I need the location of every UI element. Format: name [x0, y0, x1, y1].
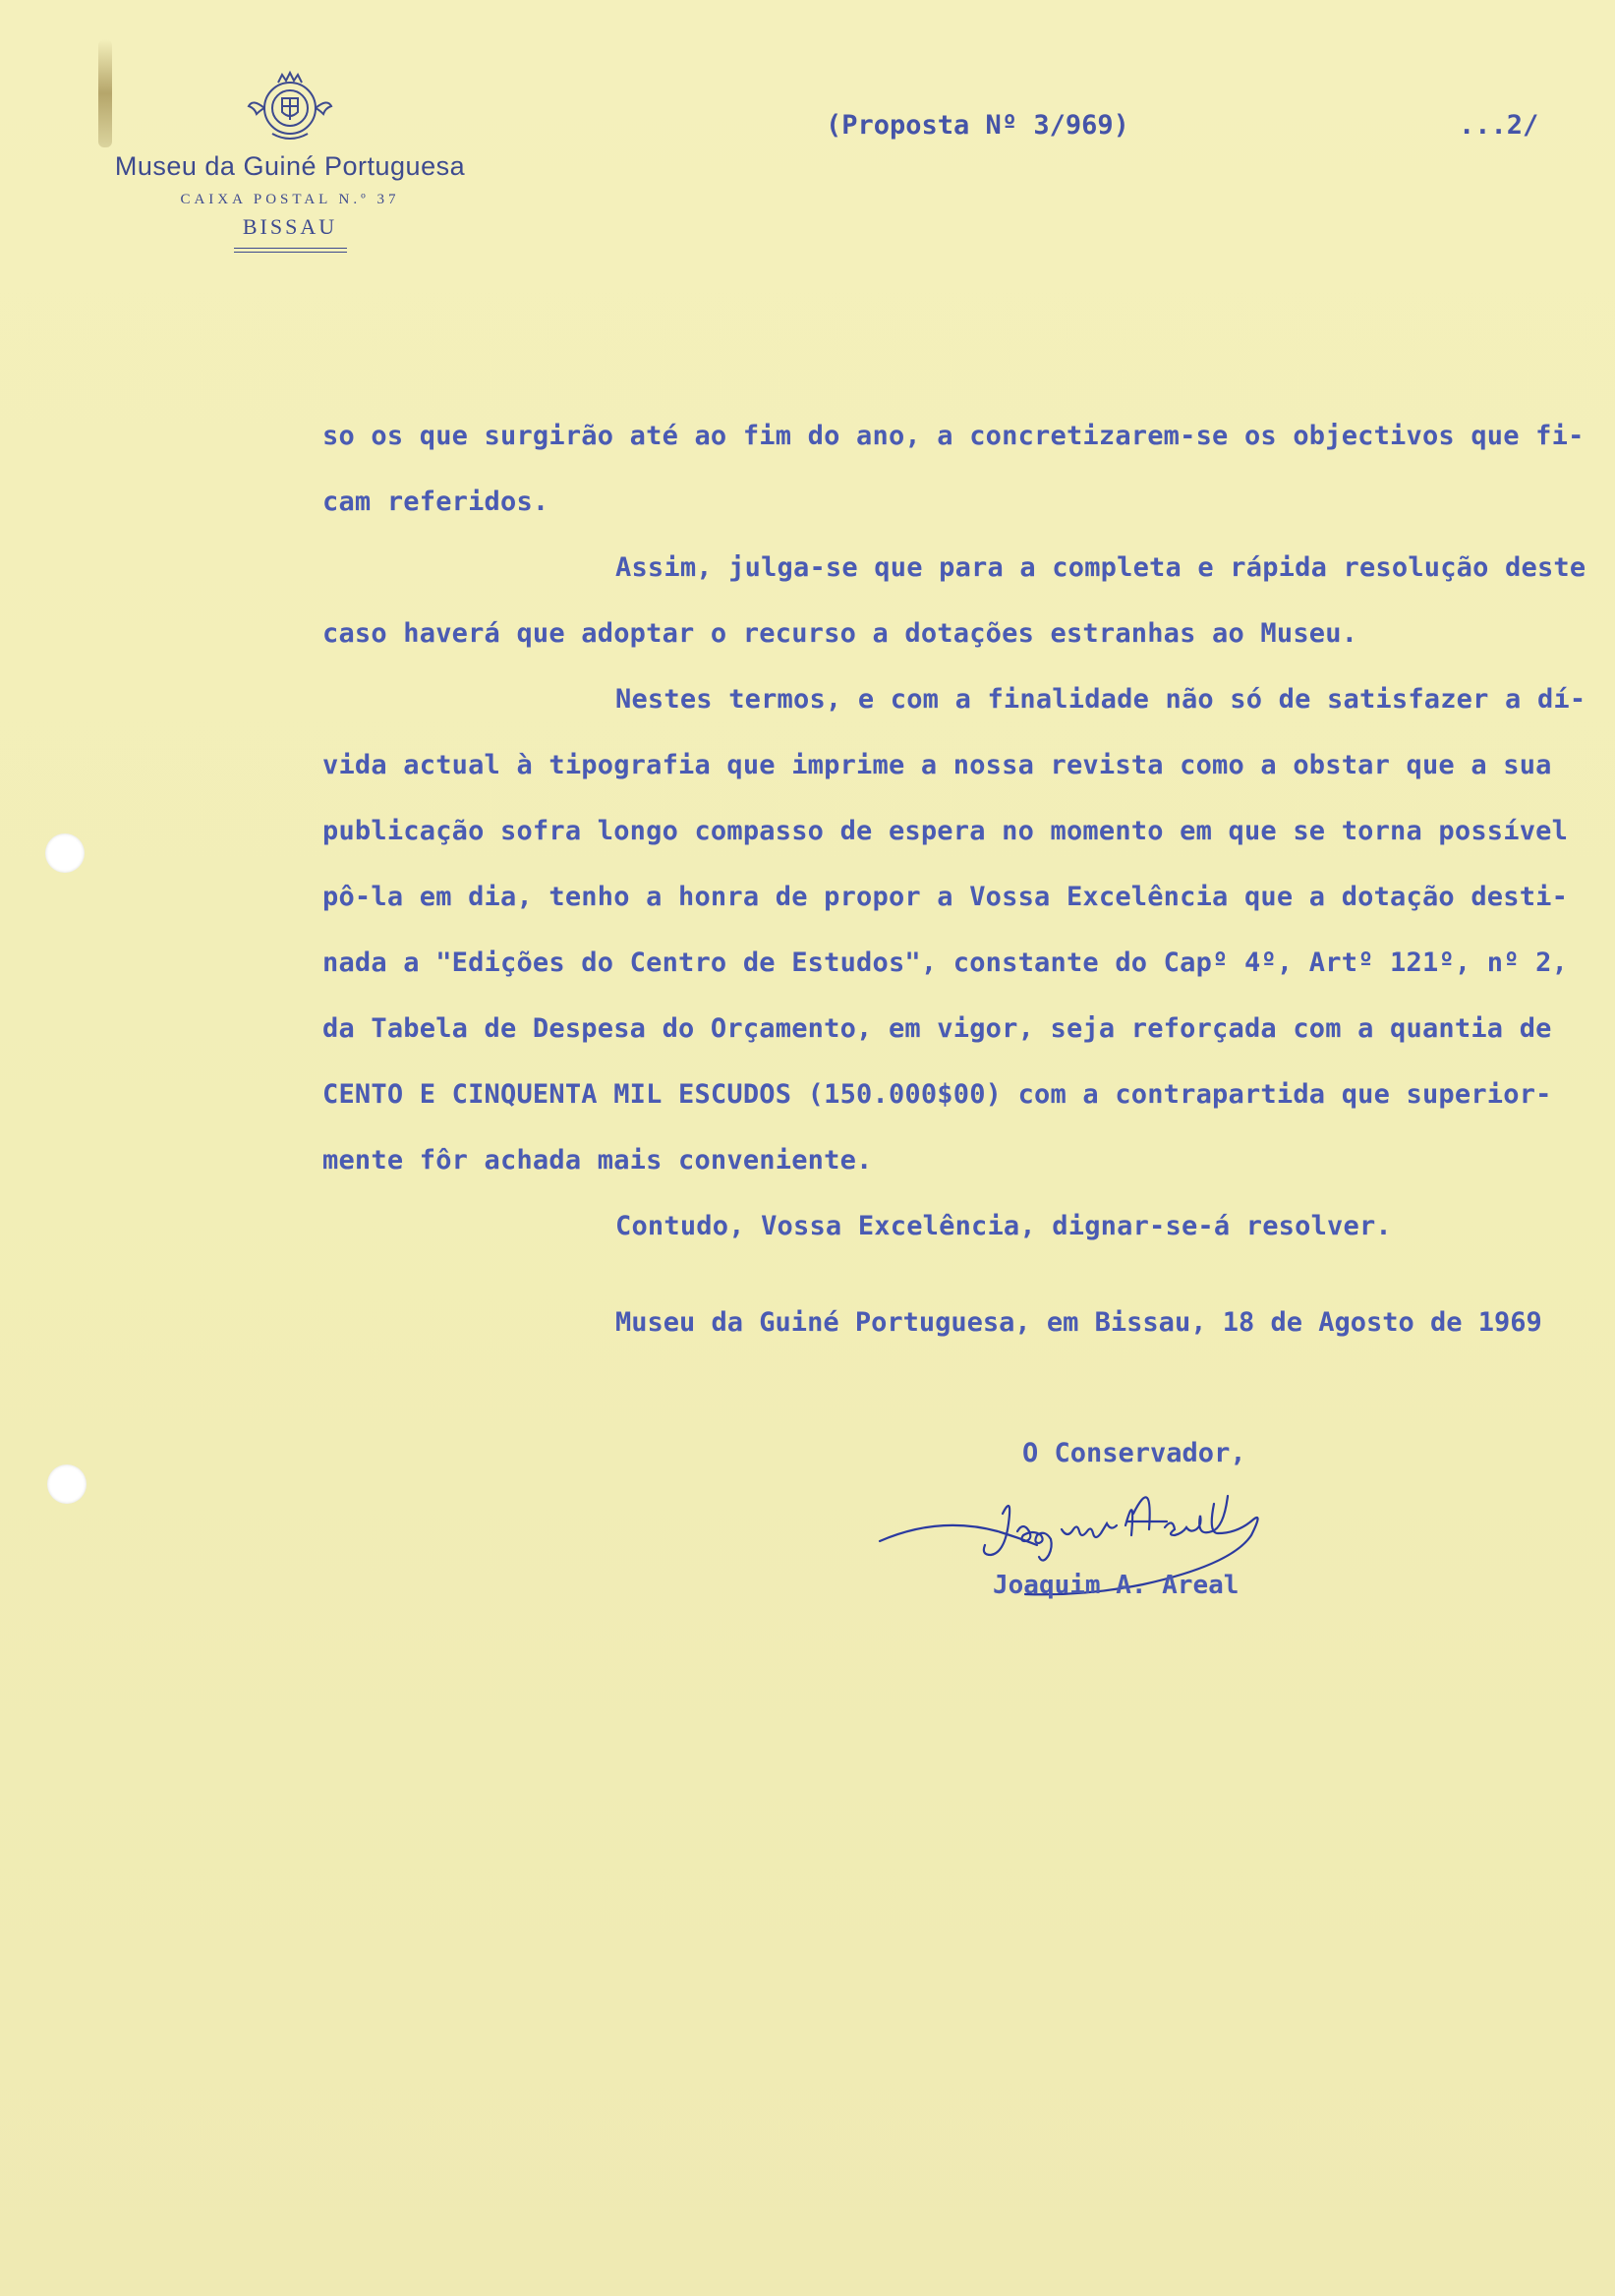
letterhead	[59, 69, 521, 253]
coat-of-arms-icon	[243, 69, 337, 147]
letter-body	[322, 403, 1590, 1259]
body-line: Nestes termos, e com a finalidade não só de satisfazer a dí-	[615, 684, 1586, 715]
city-name: BISSAU	[242, 214, 338, 239]
body-line: caso haverá que adoptar o recurso a dotações estranhas ao Museu.	[322, 618, 1358, 649]
body-line: cam referidos.	[322, 487, 549, 517]
body-line: publicação sofra longo compasso de espera no momento em que se torna possível	[322, 816, 1569, 846]
body-line: da Tabela de Despesa do Orçamento, em vigor, seja reforçada com a quantia de	[322, 1013, 1552, 1044]
proposal-reference: (Proposta Nº 3/969)	[826, 110, 1129, 141]
body-line: Assim, julga-se que para a completa e rápida resolução deste	[615, 552, 1586, 583]
body-line: nada a "Edições do Centro de Estudos", constante do Capº 4º, Artº 121º, nº 2,	[322, 947, 1569, 978]
divider	[234, 248, 347, 253]
body-line: so os que surgirão até ao fim do ano, a concretizarem-se os objectivos que fi-	[322, 421, 1585, 451]
body-line: vida actual à tipografia que imprime a nossa revista como a obstar que a sua	[322, 750, 1552, 780]
postal-box: CAIXA POSTAL N.º 37	[180, 192, 400, 207]
body-line: CENTO E CINQUENTA MIL ESCUDOS (150.000$00) com a contrapartida que superior-	[322, 1079, 1552, 1110]
body-line: pô-la em dia, tenho a honra de propor a Vossa Excelência que a dotação desti-	[322, 882, 1569, 912]
museum-name: Museu da Guiné Portuguesa	[114, 151, 466, 181]
body-line: mente fôr achada mais conveniente.	[322, 1145, 873, 1176]
punch-hole	[45, 833, 85, 873]
punch-hole	[47, 1464, 87, 1504]
signer-name: Joaquim A. Areal	[993, 1571, 1240, 1600]
body-line: Contudo, Vossa Excelência, dignar-se-á resolver.	[615, 1211, 1392, 1241]
dateline: Museu da Guiné Portuguesa, em Bissau, 18 de Agosto de 1969	[615, 1307, 1542, 1338]
page-marker: ...2/	[1459, 110, 1539, 141]
signoff: O Conservador,	[1022, 1438, 1246, 1468]
